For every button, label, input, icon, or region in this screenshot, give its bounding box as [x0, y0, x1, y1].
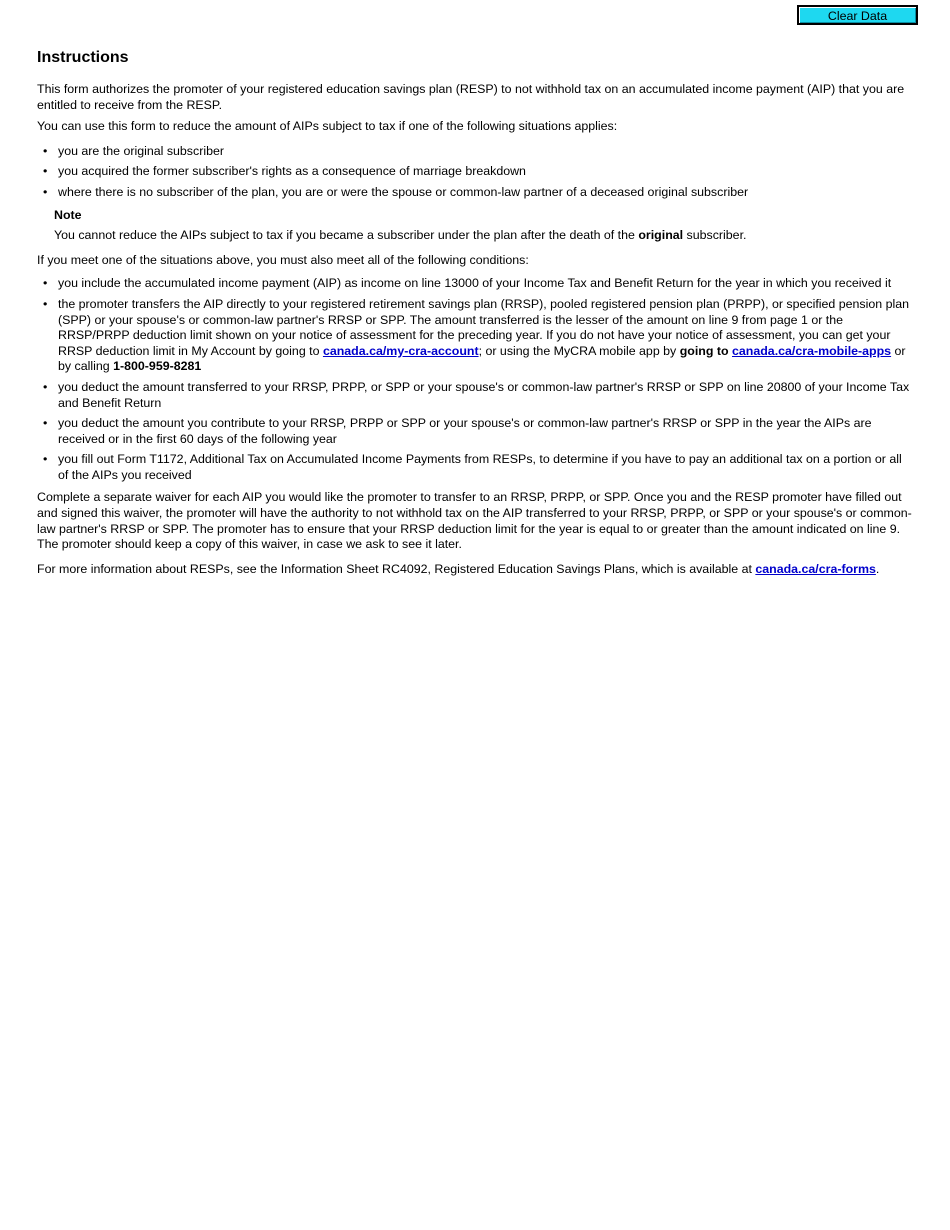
list-item [37, 297, 912, 375]
note-text-part: subscriber. [683, 228, 747, 243]
clear-data-button[interactable]: Clear Data [797, 5, 918, 25]
intro-paragraph: This form authorizes the promoter of your registered education savings plan (RESP) to not withhold tax on an accumulated income payment (AIP) that you are entitled to receive from the RESP. [37, 82, 905, 112]
more-info-period: . [875, 561, 880, 576]
instructions-title: Instructions [37, 49, 129, 66]
phone-number: 1-800-959-8281 [113, 359, 202, 374]
conditions-list [37, 276, 912, 483]
more-info-text: For more information about RESPs, see the Information Sheet RC4092, Registered Education Savings Plans, which is available at [37, 561, 756, 576]
situations-list [37, 144, 912, 201]
note-text [54, 228, 912, 244]
condition-text: or by calling [58, 343, 906, 374]
list-item: • you deduct the amount transferred to your RRSP, PRPP, or SPP or your spouse's or common-law partner's RRSP or SPP on line 20800 of your Income Tax and Benefit Return [37, 380, 912, 411]
list-item: • you deduct the amount you contribute to your RRSP, PRPP or SPP or your spouse's or common-law partner's RRSP or SPP in the year the AIPs are received or in the first 60 days of the following year [37, 416, 912, 447]
instructions-section [37, 48, 912, 583]
note-title: Note [54, 207, 82, 222]
cra-forms-link[interactable]: canada.ca/cra-forms [755, 561, 876, 576]
list-item: • you are the original subscriber [37, 144, 912, 160]
note-box [54, 208, 912, 244]
going-to-bold: going to [679, 343, 729, 358]
note-bold-original: original [638, 228, 684, 243]
cra-mobile-apps-link[interactable]: canada.ca/cra-mobile-apps [732, 343, 892, 358]
conditions-intro: If you meet one of the situations above, you must also meet all of the following conditions: [37, 252, 529, 267]
list-item: • you include the accumulated income payment (AIP) as income on line 13000 of your Income Tax and Benefit Return for the year in which you received it [37, 276, 912, 292]
list-item: • you acquired the former subscriber's rights as a consequence of marriage breakdown [37, 164, 912, 180]
condition-text: the promoter transfers the AIP directly to your registered retirement savings plan (RRSP), pooled registered pension plan (PRPP), or specified pension plan (SPP) or your spouse's or common-law partner's RRSP or SPP. The amount transferred is the lesser of the amount on line 9 from page 1 or the RRSP/PRPP deduction limit shown on your notice of assessment for the preceding year. If you do not have your notice of assessment, you can get your RRSP deduction limit in My Account by going to [58, 296, 910, 358]
situations-intro: You can use this form to reduce the amount of AIPs subject to tax if one of the following situations applies: [37, 119, 618, 134]
note-text-part: You cannot reduce the AIPs subject to tax if you became a subscriber under the plan after the death of the [54, 228, 639, 243]
list-item: • you fill out Form T1172, Additional Tax on Accumulated Income Payments from RESPs, to determine if you have to pay an additional tax on a portion or all of the AIPs you received [37, 452, 912, 483]
more-info-paragraph [37, 562, 912, 578]
condition-text: ; or using the MyCRA mobile app by [478, 343, 680, 358]
waiver-paragraph: Complete a separate waiver for each AIP you would like the promoter to transfer to an RRSP, PRPP, or SPP. Once you and the RESP promoter have filled out and signed this waiver, the promoter will have the authority to not withhold tax on the AIP transferred to your RRSP, PRPP, or SPP or your spouse's or common-law partner's RRSP or SPP. The promoter has to ensure that your RRSP deduction limit for the year is equal to or greater than the amount indicated on line 9. The promoter should keep a copy of this waiver, in case we ask to see it later. [37, 490, 912, 552]
list-item: • where there is no subscriber of the plan, you are or were the spouse or common-law partner of a deceased original subscriber [37, 185, 912, 201]
my-cra-account-link[interactable]: canada.ca/my-cra-account [322, 343, 479, 358]
